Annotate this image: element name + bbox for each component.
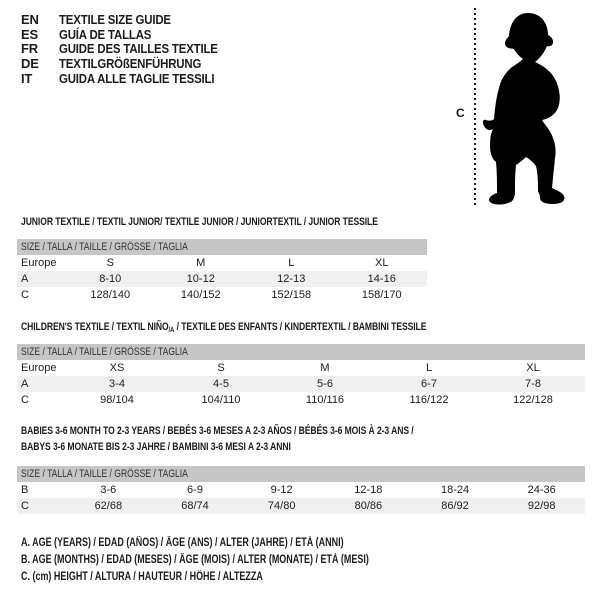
- language-code: IT: [21, 70, 33, 86]
- section-title-line: [21, 319, 426, 338]
- footnotes: [21, 535, 467, 586]
- section-title-line: [21, 439, 291, 455]
- language-title: TEXTILE SIZE GUIDE: [59, 12, 171, 27]
- footnote-text: A. AGE (YEARS) / EDAD (AÑOS) / ÂGE (ANS) / ALTER (JAHRE) / ETÀ (ANNI): [21, 537, 344, 549]
- language-title: TEXTILGRÖßENFÜHRUNG: [59, 56, 202, 72]
- row-label: Europe: [21, 362, 57, 374]
- table-cell: 8-10: [99, 273, 122, 285]
- size-header-bar: [17, 239, 427, 255]
- table-cell: 80/86: [354, 500, 383, 512]
- table-cell: 3-6: [100, 484, 117, 496]
- section-title-babies: [21, 423, 600, 455]
- table-row: [17, 498, 585, 514]
- size-table-babies: [17, 466, 585, 514]
- language-row: [21, 13, 239, 28]
- table-cell: 116/122: [409, 394, 449, 406]
- row-label: Europe: [21, 257, 57, 269]
- language-row: [21, 72, 239, 87]
- table-cell: 92/98: [527, 500, 556, 512]
- section-title-junior: [21, 214, 479, 230]
- table-row: [17, 376, 585, 392]
- section-title-line: [21, 423, 414, 439]
- table-cell: 4-5: [213, 378, 229, 390]
- size-header-label: SIZE / TALLA / TAILLE / GRÖSSE / TAGLIA: [21, 241, 188, 253]
- language-code: EN: [21, 12, 39, 27]
- table-row: [17, 255, 427, 271]
- row-label: C: [21, 289, 29, 301]
- table-cell: 158/170: [361, 289, 402, 301]
- table-cell: 10-12: [186, 273, 215, 285]
- row-label: C: [21, 394, 29, 406]
- toddler-silhouette-image: [482, 8, 568, 206]
- table-cell: 128/140: [90, 289, 131, 301]
- size-header-bar: [17, 344, 585, 360]
- title-text: JUNIOR TEXTILE / TEXTIL JUNIOR/ TEXTILE JUNIOR / JUNIORTEXTIL / JUNIOR TESSILE: [21, 216, 378, 228]
- language-title: GUIDE DES TAILLES TEXTILE: [59, 41, 218, 57]
- table-cell: S: [217, 362, 225, 374]
- title-text: BABIES 3-6 MONTH TO 2-3 YEARS / BEBÉS 3-6 MESES A 2-3 AÑOS / BÉBÉS 3-6 MOIS À 2-3 ANS /: [21, 425, 414, 437]
- table-cell: 5-6: [317, 378, 333, 390]
- table-cell: 152/158: [271, 289, 312, 301]
- table-cell: 18-24: [440, 484, 470, 496]
- size-table-children: [17, 344, 585, 408]
- table-row: [17, 392, 585, 408]
- footnote-text: B. AGE (MONTHS) / EDAD (MESES) / ÂGE (MOIS) / ALTER (MONATE) / ETÀ (MESI): [21, 554, 369, 566]
- footnote-line: [21, 552, 467, 569]
- language-code: FR: [21, 41, 38, 57]
- language-code: DE: [21, 56, 39, 72]
- table-cell: XL: [375, 257, 389, 269]
- footnote-text: C. (cm) HEIGHT / ALTURA / HAUTEUR / HÖHE / ALTEZZA: [21, 571, 263, 583]
- table-cell: 98/104: [100, 394, 134, 406]
- footnote-line: [21, 569, 467, 586]
- table-cell: 9-12: [270, 484, 293, 496]
- size-header-bar: [17, 466, 585, 482]
- language-row: [21, 42, 239, 57]
- section-title-line: [21, 214, 378, 230]
- table-cell: 86/92: [441, 500, 469, 512]
- height-measure-label: C: [456, 106, 465, 120]
- row-label: A: [21, 273, 29, 285]
- table-cell: 140/152: [180, 289, 221, 301]
- table-cell: 3-4: [109, 378, 125, 390]
- table-cell: M: [320, 362, 330, 374]
- size-header-label: SIZE / TALLA / TAILLE / GRÖSSE / TAGLIA: [21, 468, 188, 480]
- table-row: [17, 287, 427, 303]
- table-cell: 104/110: [201, 394, 241, 406]
- table-cell: 122/128: [513, 394, 553, 406]
- title-text: / TEXTILE DES ENFANTS / KINDERTEXTIL / BAMBINI TESSILE: [174, 321, 427, 333]
- table-cell: S: [106, 257, 114, 269]
- table-cell: 12-13: [277, 273, 306, 285]
- table-cell: 24-36: [527, 484, 556, 496]
- language-list: [21, 13, 239, 87]
- table-row: [17, 360, 585, 376]
- table-cell: XS: [109, 362, 125, 374]
- language-row: [21, 57, 239, 72]
- table-row: [17, 482, 585, 498]
- language-code: ES: [21, 26, 38, 42]
- section-title-children: [21, 319, 541, 338]
- row-label: C: [21, 500, 29, 512]
- title-subscript-text: /A: [168, 325, 175, 334]
- language-row: [21, 28, 239, 43]
- table-cell: L: [288, 257, 295, 269]
- row-label: B: [21, 484, 29, 496]
- table-cell: XL: [526, 362, 540, 374]
- height-measure-dashed-line: [474, 8, 476, 206]
- title-text: BABYS 3-6 MONATE BIS 2-3 JAHRE / BAMBINI 3-6 MESI A 2-3 ANNI: [21, 441, 291, 453]
- table-cell: M: [196, 257, 206, 269]
- row-label: A: [21, 378, 29, 390]
- table-cell: L: [425, 362, 433, 374]
- table-row: [17, 271, 427, 287]
- language-title: GUIDA ALLE TAGLIE TESSILI: [59, 70, 215, 86]
- table-cell: 110/116: [305, 394, 345, 406]
- table-cell: 14-16: [367, 273, 396, 285]
- language-title: GUÍA DE TALLAS: [59, 26, 152, 42]
- table-cell: 62/68: [94, 500, 123, 512]
- footnote-line: [21, 535, 467, 552]
- table-cell: 12-18: [354, 484, 383, 496]
- table-cell: 68/74: [181, 500, 209, 512]
- table-cell: 74/80: [267, 500, 296, 512]
- table-cell: 7-8: [525, 378, 541, 390]
- size-header-label: SIZE / TALLA / TAILLE / GRÖSSE / TAGLIA: [21, 346, 188, 358]
- size-table-junior: [17, 239, 427, 303]
- table-cell: 6-7: [421, 378, 437, 390]
- table-cell: 6-9: [187, 484, 203, 496]
- title-text: CHILDREN'S TEXTILE / TEXTIL NIÑO: [21, 321, 169, 333]
